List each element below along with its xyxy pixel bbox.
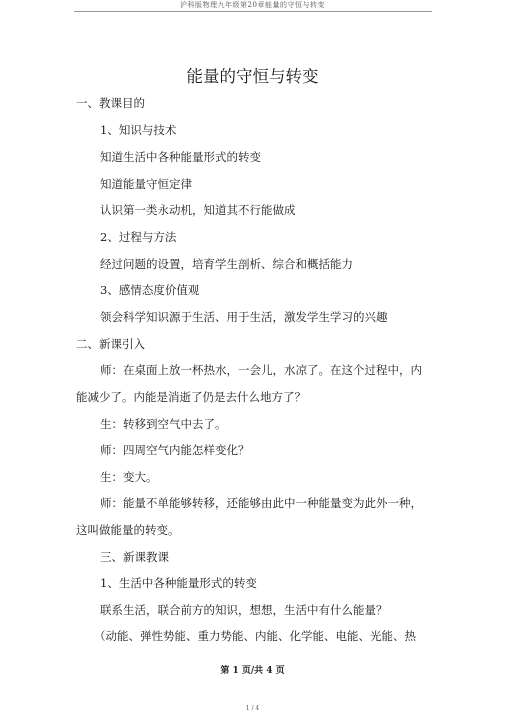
- page-number: 第 1 页/共 4 页: [220, 666, 285, 676]
- subsection-knowledge: 1、知识与技术: [100, 123, 177, 137]
- section-heading-objectives: 一、教课目的: [76, 96, 145, 110]
- paragraph: 领会科学知识源于生活、用于生活，激发学生学习的兴趣: [100, 310, 388, 324]
- dialogue-line: 师：能量不单能够转移，还能够由此中一种能量变为此外一种，: [100, 496, 422, 510]
- dialogue-line: 生：变大。: [100, 470, 158, 484]
- paragraph: 知道能量守恒定律: [100, 177, 192, 191]
- dialogue-line: 生：转移到空气中去了。: [100, 417, 227, 431]
- section-heading-teaching: 三、新课教课: [100, 550, 169, 564]
- running-header: 沪科版物理九年级第20章能量的守恒与转变: [180, 1, 325, 9]
- dialogue-line: 这叫做能量的转变。: [76, 523, 180, 537]
- paragraph: 认识第一类永动机，知道其不行能做成: [100, 203, 296, 217]
- dialogue-line: 能减少了。内能是消逝了仍是去什么地方了？: [76, 390, 306, 404]
- paragraph: （动能、弹性势能、重力势能、内能、化学能、电能、光能、热: [94, 629, 416, 643]
- dialogue-line: 师：在桌面上放一杯热水，一会儿，水凉了。在这个过程中，内: [100, 363, 422, 377]
- paragraph: 联系生活，联合前方的知识，想想，生活中有什么能量？: [100, 603, 388, 617]
- section-heading-intro: 二、新课引入: [76, 337, 145, 351]
- paragraph: 经过问题的设置，培育学生剖析、综合和概括能力: [100, 257, 353, 271]
- dialogue-line: 师：四周空气内能怎样变化？: [100, 443, 250, 457]
- paragraph: 知道生活中各种能量形式的转变: [100, 150, 261, 164]
- page-title: 能量的守恒与转变: [186, 67, 319, 86]
- subsection-energy-forms: 1、生活中各种能量形式的转变: [100, 576, 257, 590]
- subsection-attitude: 3、感情态度价值观: [100, 283, 200, 297]
- header-divider: [74, 11, 432, 12]
- page-counter: 1 / 4: [245, 705, 260, 712]
- subsection-process: 2、过程与方法: [100, 230, 177, 244]
